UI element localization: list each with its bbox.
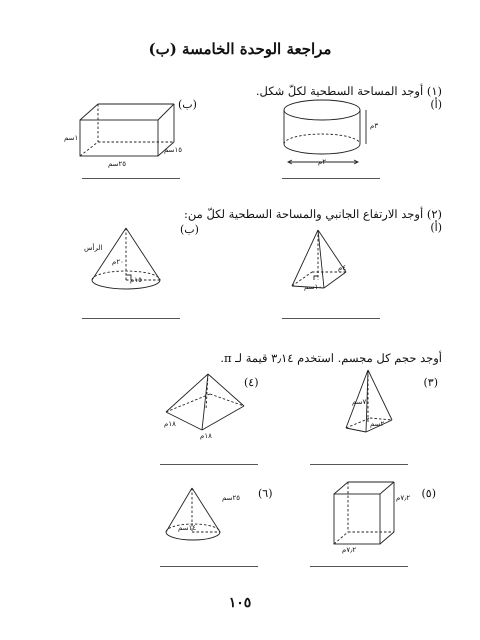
q1-part-b-label: (ب) <box>178 98 197 111</box>
answer-line-2b <box>82 318 180 319</box>
square-pyramid-figure <box>288 228 358 298</box>
pyramid-base-label: ١٠سم <box>304 283 323 291</box>
q6-label: (٦) <box>258 487 273 500</box>
answer-line-1a <box>282 178 380 179</box>
q3-label: (٣) <box>423 376 438 389</box>
cone-apex-label: الرأس <box>84 244 103 252</box>
question-1-prompt: (١) أوجد المساحة السطحية لكلّ شكل. <box>255 84 442 98</box>
cylinder-height-label: ٣م <box>370 122 379 130</box>
cone-radius-label: ١٥م <box>130 276 142 284</box>
cone-6-slant-label: ٢٥سم <box>222 494 241 502</box>
prism-width-label: ١٥سم <box>164 146 183 154</box>
answer-line-4 <box>160 464 258 465</box>
page-title: مراجعة الوحدة الخامسة (ب) <box>148 40 332 58</box>
q4-label: (٤) <box>244 376 259 389</box>
tall-pyramid-height-label: ٧سم <box>352 398 367 406</box>
tall-pyramid-figure <box>340 368 400 448</box>
answer-line-6 <box>160 566 258 567</box>
cone-height-label: ٢٠م <box>112 258 124 266</box>
answer-line-2a <box>282 318 380 319</box>
prism-length-label: ٢٥سم <box>108 160 127 168</box>
cube-base-label: ٧٫٢م <box>342 546 357 554</box>
pyramid-slant-label: ٤م <box>338 264 347 272</box>
tall-pyramid-base-label: ٢سم <box>370 420 385 428</box>
answer-line-1b <box>82 178 180 179</box>
q1-part-a-label: (أ) <box>430 98 442 111</box>
cylinder-width-label: ٢م <box>318 158 327 166</box>
pyramid-4-base-label: ١٨م <box>200 432 212 440</box>
cone-figure <box>88 226 178 296</box>
prism-height-label: ١٠سم <box>64 134 83 142</box>
answer-line-5 <box>310 566 408 567</box>
rectangular-prism-figure <box>78 100 198 170</box>
q2-part-a-label: (أ) <box>430 221 442 234</box>
q5-label: (٥) <box>421 487 436 500</box>
question-2-prompt: (٢) أوجد الارتفاع الجانبي والمساحة السطحية لكلّ من: <box>184 207 442 221</box>
answer-line-3 <box>310 464 408 465</box>
q2-part-b-label: (ب) <box>180 223 199 236</box>
cone-6-radius-label: ١٤سم <box>178 524 197 532</box>
cylinder-figure <box>280 98 380 178</box>
page-number: ١٠٥ <box>228 595 252 611</box>
cube-height-label: ٧٫٢م <box>396 494 411 502</box>
question-3-prompt: أوجد حجم كل مجسم. استخدم ٣٫١٤ قيمة لـ π. <box>220 351 442 365</box>
pyramid-4-side-label: ١٨م <box>164 420 176 428</box>
